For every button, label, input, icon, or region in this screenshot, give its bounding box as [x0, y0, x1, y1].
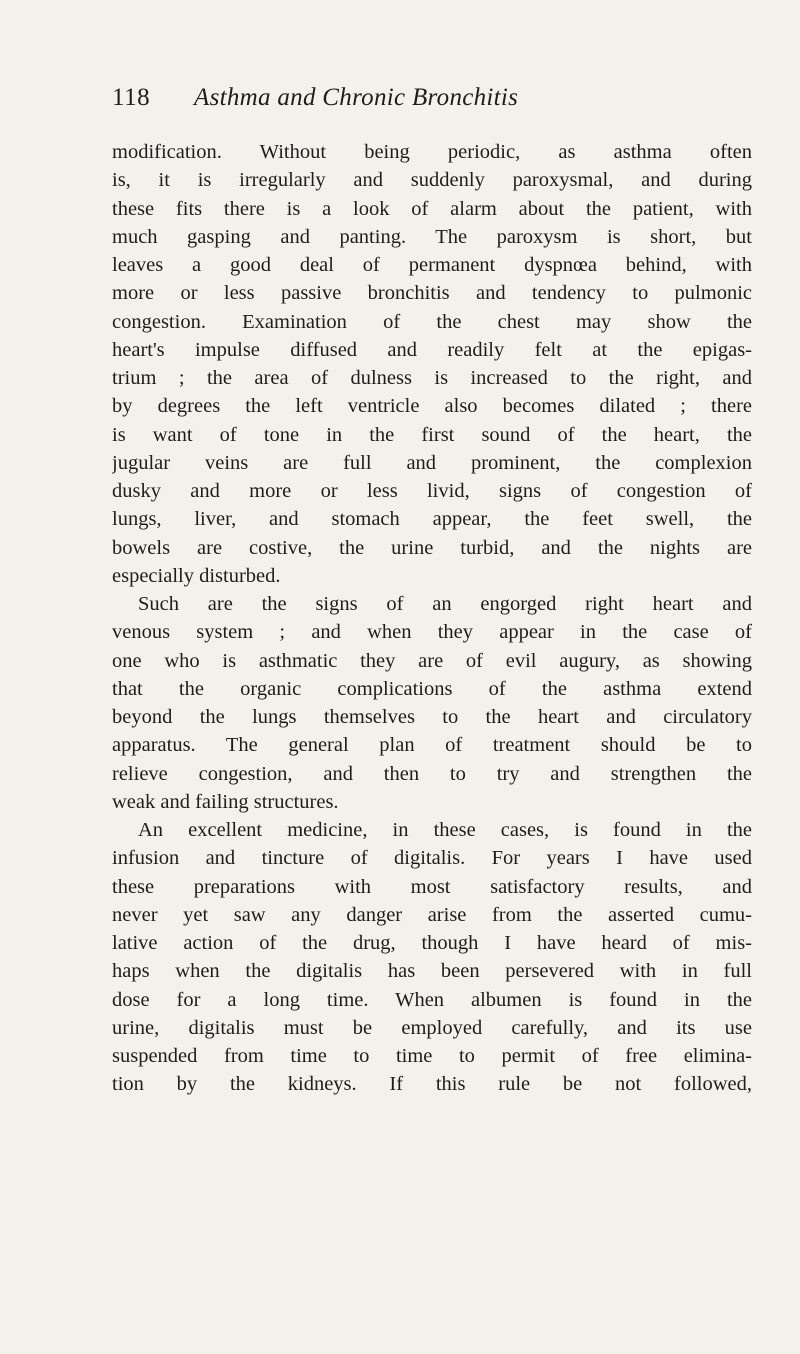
text-line: Such are the signs of an engorged right heart and: [138, 593, 752, 615]
text-line: is want of tone in the first sound of the heart, the: [112, 423, 752, 446]
text-line: these preparations with most satisfactory results, and: [112, 875, 752, 898]
text-line: jugular veins are full and prominent, the complexion: [112, 451, 752, 474]
text-line: leaves a good deal of permanent dyspnœa behind, with: [112, 254, 752, 276]
text-line: haps when the digitalis has been persevered with in full: [112, 960, 752, 983]
text-line: suspended from time to time to permit of free elimina-: [112, 1045, 752, 1067]
text-line: heart's impulse diffused and readily felt at the epigas-: [112, 338, 752, 361]
text-line: by degrees the left ventricle also becomes dilated ; there: [112, 395, 752, 418]
text-line: these fits there is a look of alarm about the patient, with: [112, 197, 752, 220]
text-line: congestion. Examination of the chest may show the: [112, 310, 752, 333]
text-line: tion by the kidneys. If this rule be not followed,: [112, 1073, 752, 1096]
text-line: apparatus. The general plan of treatment should be to: [112, 734, 752, 757]
text-line: relieve congestion, and then to try and strengthen the: [112, 762, 752, 785]
text-line: dusky and more or less livid, signs of congestion of: [112, 480, 752, 502]
text-line: dose for a long time. When albumen is found in the: [112, 988, 752, 1011]
text-line: venous system ; and when they appear in the case of: [112, 621, 752, 644]
text-line: beyond the lungs themselves to the heart and circulatory: [112, 706, 752, 728]
running-title: Asthma and Chronic Bronchitis: [194, 84, 519, 111]
text-line: infusion and tincture of digitalis. For years I have used: [112, 847, 752, 870]
text-line: modification. Without being periodic, as asthma often: [112, 141, 752, 163]
body-text: [112, 138, 752, 1099]
page-number: 118: [112, 84, 151, 111]
text-line: more or less passive bronchitis and tendency to pulmonic: [112, 282, 752, 305]
text-line: one who is asthmatic they are of evil augury, as showing: [112, 649, 752, 672]
text-line: An excellent medicine, in these cases, is found in the: [138, 819, 752, 841]
text-line: never yet saw any danger arise from the asserted cumu-: [112, 903, 752, 926]
text-line: is, it is irregularly and suddenly paroxysmal, and during: [112, 169, 752, 192]
text-line: trium ; the area of dulness is increased to the right, and: [112, 367, 752, 389]
text-line: bowels are costive, the urine turbid, and the nights are: [112, 536, 752, 559]
text-line: especially disturbed.: [112, 564, 281, 587]
text-line: lungs, liver, and stomach appear, the feet swell, the: [112, 508, 752, 531]
running-head: [112, 78, 752, 118]
text-line: that the organic complications of the asthma extend: [112, 677, 752, 700]
text-line: lative action of the drug, though I have heard of mis-: [112, 932, 752, 954]
text-line: weak and failing structures.: [112, 790, 339, 813]
text-line: much gasping and panting. The paroxysm is short, but: [112, 225, 752, 248]
text-line: urine, digitalis must be employed carefully, and its use: [112, 1016, 752, 1039]
